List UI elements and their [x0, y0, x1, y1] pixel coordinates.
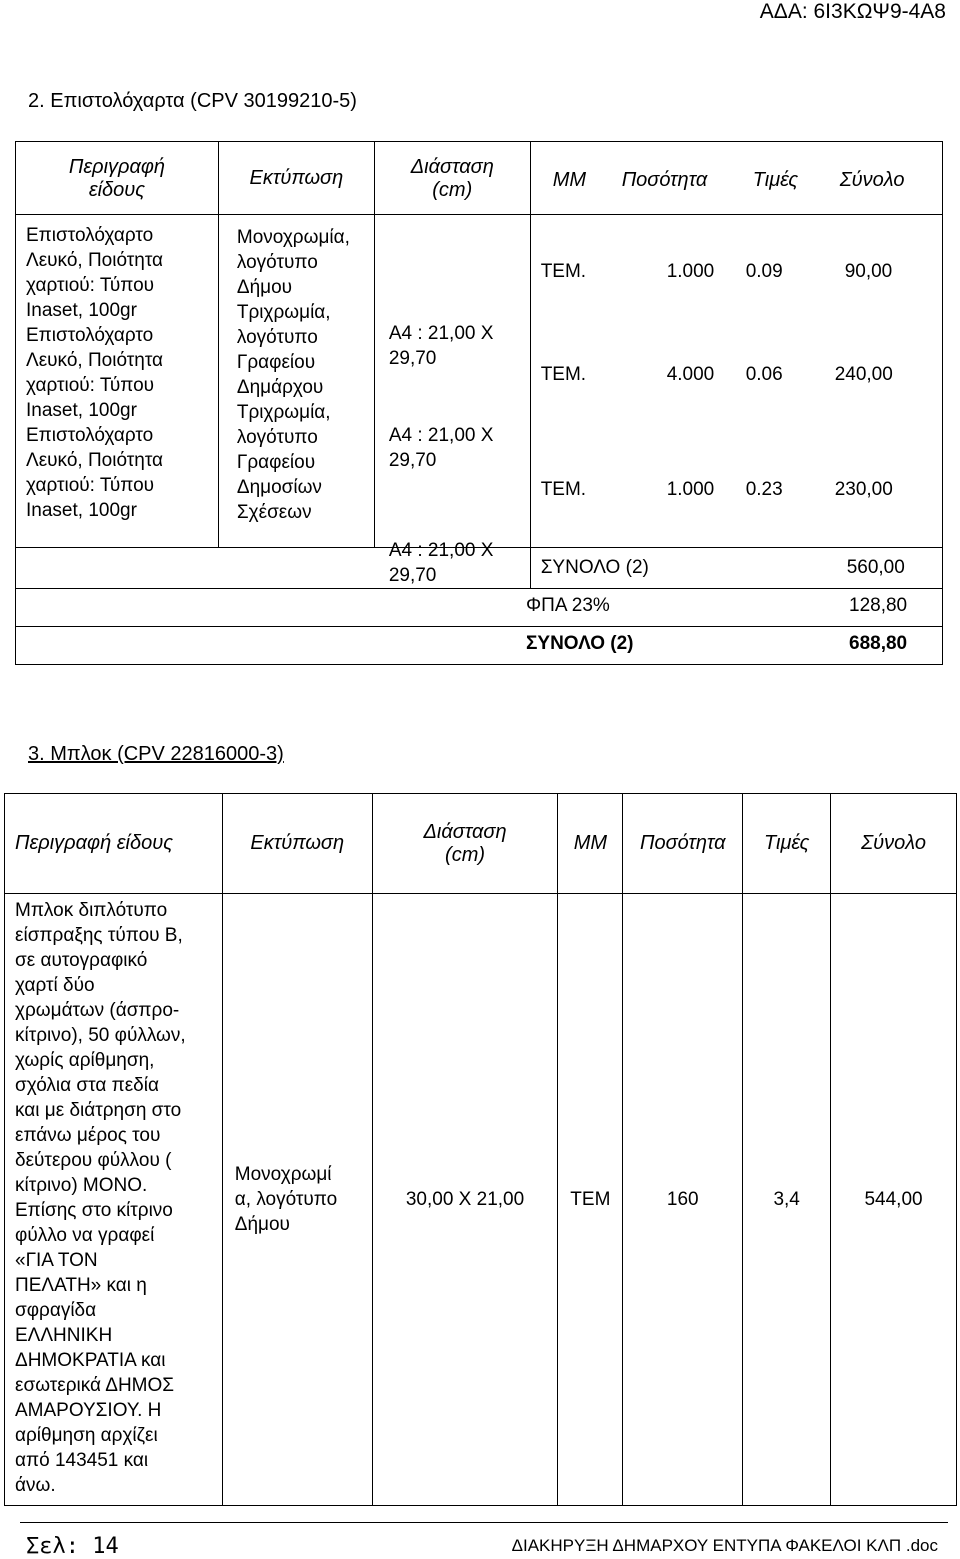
dimensions-cell	[374, 215, 530, 586]
subtotal-value: 560,00	[846, 557, 905, 578]
s3-header-unit: ΜΜ	[558, 794, 623, 894]
section2-table	[15, 141, 943, 665]
s3-quantity: 160	[623, 894, 743, 1506]
section3-table	[4, 793, 957, 1506]
row-quantity: 4.000	[666, 364, 715, 385]
s3-header-dimension: Διάσταση (cm)	[372, 794, 558, 894]
grand-total-value: 688,80	[849, 633, 908, 654]
document-name: ΔΙΑΚΗΡΥΞΗ ΔΗΜΑΡΧΟΥ ΕΝΤΥΠΑ ΦΑΚΕΛΟΙ ΚΛΠ .doc	[511, 1536, 938, 1555]
header-quantity: Ποσότητα	[621, 169, 708, 191]
subtotal-row	[530, 548, 942, 589]
description-item: Επιστολόχαρτο Λευκό, Ποιότητα χαρτιού: Τύπου Inaset, 100gr	[26, 225, 164, 321]
page-number: Σελ: 14	[26, 1534, 119, 1559]
s3-price: 3,4	[743, 894, 831, 1506]
subtotal-label: ΣΥΝΟΛΟ (2)	[540, 557, 649, 578]
header-dimension: Διάσταση (cm)	[374, 142, 530, 215]
vat-value: 128,80	[849, 595, 908, 616]
s3-printing: Μονοχρωμί α, λογότυπο Δήμου	[222, 894, 372, 1506]
s3-header-printing: Εκτύπωση	[222, 794, 372, 894]
dimension-item: Α4 : 21,00 Χ 29,70	[388, 540, 494, 586]
row-price: 0.23	[745, 479, 783, 500]
printing-item: Τριχρωμία, λογότυπο Γραφείου Δημάρχου	[236, 302, 331, 398]
printing-item: Μονοχρωμία, λογότυπο Δήμου	[236, 227, 350, 298]
vat-label: ΦΠΑ 23%	[526, 595, 610, 616]
s3-description: Μπλοκ διπλότυπο είσπραξης τύπου Β, σε αυτογραφικό χαρτί δύο χρωμάτων (άσπρο- κίτρινο), 50 φύλλων, χωρίς αρίθμηση, σχόλια στα πεδία και με διάτρηση στο επάνω μέρος του δεύτερου φύλλου ( κίτρινο) ΜΟΝΟ. Επίσης στο κίτρινο φύλλο να γραφεί «ΓΙΑ ΤΟΝ ΠΕΛΑΤΗ» και η σφραγίδα ΕΛΛΗΝΙΚΗ ΔΗΜΟΚΡΑΤΙΑ και εσωτερικά ΔΗΜΟΣ ΑΜΑΡΟΥΣΙΟΥ. Η αρίθμηση αρχίζει από 143451 και άνω.	[5, 894, 223, 1506]
section3-title: 3. Μπλοκ (CPV 22816000-3)	[28, 743, 284, 765]
s3-total: 544,00	[831, 894, 957, 1506]
description-item: Επιστολόχαρτο Λευκό, Ποιότητα χαρτιού: Τύπου Inaset, 100gr	[26, 425, 164, 521]
footer-divider	[20, 1522, 948, 1523]
row-price: 0.09	[745, 261, 783, 282]
description-item: Επιστολόχαρτο Λευκό, Ποιότητα χαρτιού: Τύπου Inaset, 100gr	[26, 325, 164, 421]
row-total: 90,00	[844, 261, 893, 282]
row-total: 230,00	[834, 479, 893, 500]
grand-total-label: ΣΥΝΟΛΟ (2)	[526, 633, 634, 654]
dimension-item: Α4 : 21,00 Χ 29,70	[388, 425, 494, 471]
s3-header-total: Σύνολο	[831, 794, 957, 894]
row-quantity: 1.000	[666, 261, 715, 282]
vat-row	[16, 589, 943, 627]
header-description: Περιγραφή είδους	[16, 142, 219, 215]
header-printing: Εκτύπωση	[218, 142, 374, 215]
dimension-item: Α4 : 21,00 Χ 29,70	[388, 323, 494, 369]
header-numbers	[530, 142, 942, 215]
values-cell	[530, 215, 942, 548]
s3-header-description: Περιγραφή είδους	[5, 794, 223, 894]
row-price: 0.06	[745, 364, 783, 385]
s3-header-quantity: Ποσότητα	[623, 794, 743, 894]
row-unit: ΤΕΜ.	[540, 479, 587, 500]
header-total: Σύνολο	[839, 169, 905, 191]
ada-code: ΑΔΑ: 6Ι3ΚΩΨ9-4Α8	[759, 0, 946, 23]
section2-title: 2. Επιστολόχαρτα (CPV 30199210-5)	[28, 90, 357, 112]
printing-item: Τριχρωμία, λογότυπο Γραφείου Δημοσίων Σχέσεων	[236, 402, 331, 523]
header-price: Τιμές	[752, 169, 799, 191]
grand-total-row	[16, 627, 943, 665]
header-unit: ΜΜ	[552, 169, 587, 191]
row-unit: ΤΕΜ.	[540, 364, 587, 385]
printings-cell	[218, 215, 374, 548]
descriptions-cell	[16, 215, 219, 548]
s3-header-price: Τιμές	[743, 794, 831, 894]
row-unit: ΤΕΜ.	[540, 261, 587, 282]
s3-dimension: 30,00 Χ 21,00	[372, 894, 558, 1506]
s3-unit: ΤΕΜ	[558, 894, 623, 1506]
row-quantity: 1.000	[666, 479, 715, 500]
row-total: 240,00	[834, 364, 893, 385]
